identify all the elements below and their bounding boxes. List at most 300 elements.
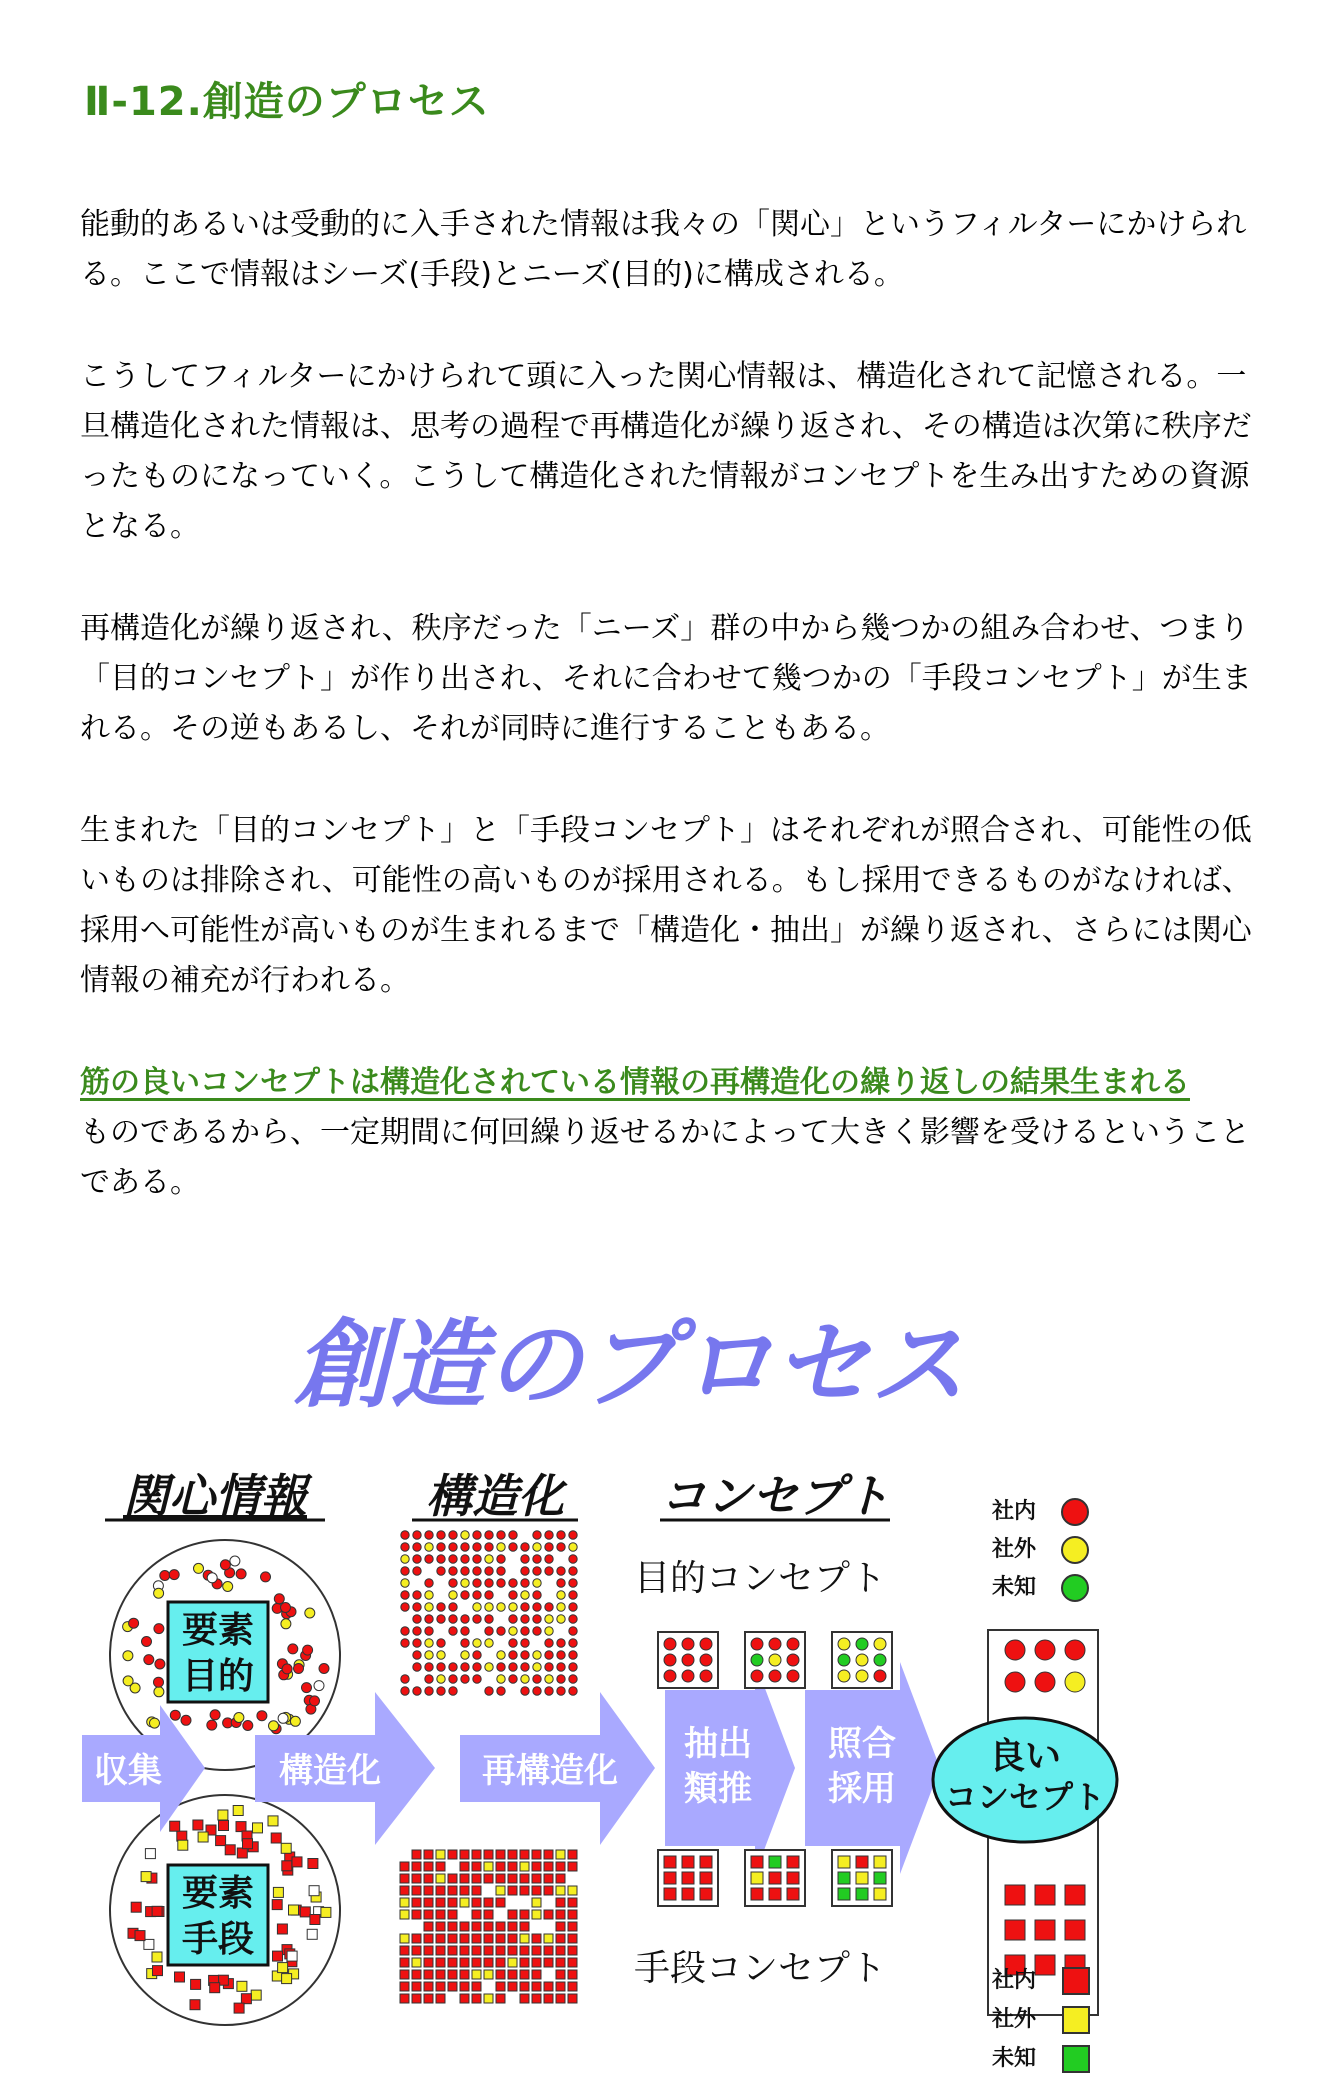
concept-dot — [751, 1638, 763, 1650]
interest-dot — [302, 1683, 312, 1693]
structure-square — [520, 1958, 529, 1967]
structure-dot — [425, 1579, 433, 1587]
structure-square — [436, 1898, 445, 1907]
structure-dot — [461, 1675, 469, 1683]
structure-dot — [425, 1663, 433, 1671]
interest-dot — [290, 1716, 300, 1726]
structure-dot — [437, 1531, 445, 1539]
structure-square — [424, 1970, 433, 1979]
good-concept-line1: 良い — [988, 1736, 1062, 1777]
concept-dot — [682, 1654, 694, 1666]
legend-bottom-green-square — [1063, 2046, 1089, 2072]
structure-dot — [557, 1687, 565, 1695]
interest-dot — [294, 1664, 304, 1674]
structure-dot — [461, 1615, 469, 1623]
structure-dot — [545, 1531, 553, 1539]
structure-square — [568, 1850, 577, 1859]
interest-square — [193, 1820, 203, 1830]
paragraph-2: こうしてフィルターにかけられて頭に入った関心情報は、構造化されて記憶される。一旦構造化された情報は、思考の過程で再構造化が繰り返され、その構造は次第に秩序だったものになっていく。こうして構造化された情報がコンセプトを生み出すための資源となる。 — [80, 359, 1252, 544]
structure-dot — [401, 1591, 409, 1599]
structure-dot — [401, 1687, 409, 1695]
structure-dot — [401, 1639, 409, 1647]
structure-dot — [473, 1663, 481, 1671]
structure-square — [496, 1934, 505, 1943]
interest-square — [241, 1994, 251, 2004]
structure-square — [532, 1994, 541, 2003]
concept-dot — [700, 1638, 712, 1650]
structure-square — [460, 1850, 469, 1859]
col-header-interest: 関心情報 — [123, 1469, 307, 1523]
result-dot — [1005, 1672, 1025, 1692]
structure-dot — [425, 1543, 433, 1551]
structure-square — [496, 1958, 505, 1967]
interest-dot — [207, 1720, 217, 1730]
structure-square — [568, 1958, 577, 1967]
legend-bottom-label-1: 社内 — [992, 1968, 1037, 1993]
structure-square — [424, 1910, 433, 1919]
interest-square — [271, 1833, 281, 1843]
structure-square — [484, 1862, 493, 1871]
structure-dot — [545, 1627, 553, 1635]
structure-dot — [545, 1651, 553, 1659]
structure-square — [532, 1850, 541, 1859]
structure-dot — [509, 1639, 517, 1647]
concept-dot — [874, 1654, 886, 1666]
structure-dot — [521, 1651, 529, 1659]
interest-square — [145, 1849, 155, 1859]
structure-square — [484, 1970, 493, 1979]
structure-square — [424, 1874, 433, 1883]
interest-square — [191, 1979, 201, 1989]
structure-square — [568, 1970, 577, 1979]
structure-square — [424, 1898, 433, 1907]
structure-dot — [413, 1687, 421, 1695]
interest-dot — [154, 1677, 164, 1687]
concept-square — [787, 1856, 799, 1868]
concept-square — [664, 1888, 676, 1900]
structure-square — [484, 1994, 493, 2003]
concept-dot — [664, 1654, 676, 1666]
concept-square — [838, 1872, 850, 1884]
concept-square — [664, 1872, 676, 1884]
structure-dot — [533, 1627, 541, 1635]
structure-dot — [569, 1591, 577, 1599]
concept-square — [769, 1856, 781, 1868]
structure-square — [448, 1922, 457, 1931]
structure-square — [424, 1922, 433, 1931]
structure-square — [424, 1850, 433, 1859]
concept-dot — [856, 1638, 868, 1650]
structure-square — [532, 1886, 541, 1895]
structure-dot — [533, 1663, 541, 1671]
concept-dot — [856, 1670, 868, 1682]
concept-dot — [751, 1670, 763, 1682]
structure-square — [484, 1922, 493, 1931]
structure-dot — [497, 1567, 505, 1575]
structure-dot — [437, 1663, 445, 1671]
structure-square — [496, 1994, 505, 2003]
structure-dot — [473, 1543, 481, 1551]
structure-dot — [521, 1555, 529, 1563]
result-square — [1005, 1885, 1025, 1905]
structure-dot — [569, 1555, 577, 1563]
structure-dot — [569, 1615, 577, 1623]
structure-dot — [485, 1567, 493, 1575]
structure-dot — [521, 1591, 529, 1599]
interest-dot — [288, 1644, 298, 1654]
structure-square — [412, 1898, 421, 1907]
concept-square — [787, 1872, 799, 1884]
structure-square — [412, 1910, 421, 1919]
concept-square — [682, 1888, 694, 1900]
structure-square — [412, 1958, 421, 1967]
interest-dot — [303, 1645, 313, 1655]
interest-dot — [130, 1683, 140, 1693]
interest-square — [282, 1861, 292, 1871]
structure-dot — [509, 1615, 517, 1623]
structure-square — [460, 1946, 469, 1955]
interest-square — [177, 1831, 187, 1841]
structure-square — [520, 1994, 529, 2003]
structure-dot — [449, 1591, 457, 1599]
structure-square — [556, 1862, 565, 1871]
concept-square — [874, 1888, 886, 1900]
structure-dot — [425, 1627, 433, 1635]
structure-square — [496, 1850, 505, 1859]
structure-dot — [485, 1579, 493, 1587]
structure-square — [460, 1970, 469, 1979]
structure-dot — [413, 1639, 421, 1647]
structure-dot — [557, 1543, 565, 1551]
structure-square — [412, 1850, 421, 1859]
structure-square — [520, 1850, 529, 1859]
element-means-line1: 要素 — [181, 1873, 255, 1914]
concept-square — [769, 1872, 781, 1884]
concept-dot — [856, 1654, 868, 1666]
structure-dot — [545, 1675, 553, 1683]
paragraph-3: 再構造化が繰り返され、秩序だった「ニーズ」群の中から幾つかの組み合わせ、つまり「目的コンセプト」が作り出され、それに合わせて幾つかの「手段コンセプト」が生まれる。その逆もあるし、それが同時に進行することもある。 — [80, 611, 1252, 746]
structure-dot — [425, 1687, 433, 1695]
structure-square — [544, 1862, 553, 1871]
structure-dot — [557, 1591, 565, 1599]
interest-square — [321, 1907, 331, 1917]
page-title: Ⅱ-12.創造のプロセス — [84, 79, 490, 125]
result-square — [1065, 1885, 1085, 1905]
structure-dot — [437, 1567, 445, 1575]
structure-square — [508, 1982, 517, 1991]
structure-square — [472, 1910, 481, 1919]
structure-square — [496, 1982, 505, 1991]
interest-square — [190, 2000, 200, 2010]
structure-square — [532, 1934, 541, 1943]
structure-dot — [509, 1603, 517, 1611]
structure-square — [472, 1946, 481, 1955]
structure-dot — [557, 1603, 565, 1611]
structure-square — [496, 1886, 505, 1895]
structure-square — [424, 1994, 433, 2003]
structure-square — [436, 1910, 445, 1919]
structure-square — [508, 1922, 517, 1931]
structure-dot — [413, 1663, 421, 1671]
interest-square — [234, 2003, 244, 2013]
structure-square — [424, 1958, 433, 1967]
structure-dot — [545, 1663, 553, 1671]
structure-square — [460, 1862, 469, 1871]
legend-top-label-3: 未知 — [992, 1575, 1037, 1600]
structure-dot — [569, 1603, 577, 1611]
structure-dot — [533, 1555, 541, 1563]
structure-dot — [425, 1531, 433, 1539]
structure-dot — [509, 1543, 517, 1551]
structure-dot — [473, 1591, 481, 1599]
structure-dot — [449, 1543, 457, 1551]
structure-dot — [401, 1543, 409, 1551]
structure-square — [532, 1862, 541, 1871]
concept-dot — [838, 1670, 850, 1682]
structure-dot — [449, 1531, 457, 1539]
interest-square — [237, 1848, 247, 1858]
structure-dot — [473, 1651, 481, 1659]
structure-dot — [509, 1531, 517, 1539]
structure-square — [436, 1886, 445, 1895]
arrow-match-label1: 照合 — [828, 1724, 896, 1764]
structure-square — [472, 1898, 481, 1907]
interest-dot — [220, 1560, 230, 1570]
structure-dot — [473, 1555, 481, 1563]
structure-dot — [569, 1639, 577, 1647]
interest-square — [310, 1915, 320, 1925]
legend-top-label-1: 社内 — [992, 1499, 1037, 1524]
interest-dot — [261, 1572, 271, 1582]
interest-dot — [282, 1664, 292, 1674]
structure-dot — [461, 1627, 469, 1635]
structure-square — [472, 1982, 481, 1991]
interest-dot — [210, 1710, 220, 1720]
interest-square — [273, 1887, 283, 1897]
result-square — [1035, 1920, 1055, 1940]
concept-square — [856, 1872, 868, 1884]
structure-dot — [521, 1615, 529, 1623]
structure-dot — [413, 1531, 421, 1539]
interest-square — [152, 1952, 162, 1962]
structure-square — [544, 1886, 553, 1895]
structure-dot — [569, 1627, 577, 1635]
structure-dot — [449, 1567, 457, 1575]
concept-dot — [664, 1638, 676, 1650]
structure-square — [412, 1994, 421, 2003]
interest-square — [273, 1951, 283, 1961]
concept-square — [874, 1856, 886, 1868]
structure-square — [520, 1922, 529, 1931]
structure-square — [412, 1946, 421, 1955]
structure-dot — [497, 1687, 505, 1695]
process-diagram — [0, 1290, 1339, 2085]
structure-dot — [473, 1567, 481, 1575]
structure-square — [424, 1946, 433, 1955]
element-purpose-line2: 目的 — [181, 1656, 255, 1697]
interest-dot — [207, 1573, 217, 1583]
legend-bottom-red-square — [1063, 1968, 1089, 1994]
structure-dot — [425, 1591, 433, 1599]
structure-dot — [557, 1531, 565, 1539]
structure-dot — [401, 1531, 409, 1539]
structure-dot — [545, 1543, 553, 1551]
concept-square — [700, 1888, 712, 1900]
structure-dot — [533, 1675, 541, 1683]
structure-dot — [521, 1579, 529, 1587]
structure-square — [508, 1934, 517, 1943]
concept-square — [838, 1856, 850, 1868]
result-square — [1005, 1920, 1025, 1940]
structure-square — [520, 1934, 529, 1943]
structure-square — [448, 1910, 457, 1919]
structure-dot — [497, 1543, 505, 1551]
interest-square — [218, 1810, 228, 1820]
structure-dot — [401, 1627, 409, 1635]
structure-square — [436, 1934, 445, 1943]
structure-dot — [401, 1675, 409, 1683]
interest-dot — [170, 1710, 180, 1720]
structure-square — [496, 1946, 505, 1955]
col-header-structure: 構造化 — [426, 1469, 564, 1523]
structure-square — [472, 1922, 481, 1931]
structure-grid-bottom — [400, 1850, 577, 2003]
result-square — [1065, 1920, 1085, 1940]
interest-square — [216, 1836, 226, 1846]
structure-dot — [449, 1555, 457, 1563]
legend-bottom-label-2: 社外 — [992, 2007, 1037, 2032]
result-square — [1035, 1955, 1055, 1975]
concept-dot — [787, 1670, 799, 1682]
result-dot — [1035, 1672, 1055, 1692]
structure-dot — [497, 1603, 505, 1611]
structure-square — [424, 1982, 433, 1991]
structure-dot — [413, 1591, 421, 1599]
element-means-line2: 手段 — [181, 1919, 255, 1960]
structure-dot — [461, 1531, 469, 1539]
structure-square — [448, 1934, 457, 1943]
structure-square — [568, 1994, 577, 2003]
concept-dot — [838, 1638, 850, 1650]
structure-dot — [449, 1663, 457, 1671]
interest-square — [237, 1981, 247, 1991]
structure-dot — [485, 1615, 493, 1623]
structure-square — [412, 1862, 421, 1871]
structure-square — [484, 1946, 493, 1955]
structure-square — [520, 1910, 529, 1919]
structure-dot — [569, 1675, 577, 1683]
structure-dot — [485, 1555, 493, 1563]
structure-square — [484, 1874, 493, 1883]
structure-dot — [569, 1531, 577, 1539]
structure-dot — [461, 1543, 469, 1551]
interest-dot — [281, 1603, 291, 1613]
structure-dot — [545, 1567, 553, 1575]
structure-dot — [521, 1687, 529, 1695]
concept-square — [700, 1856, 712, 1868]
structure-dot — [413, 1603, 421, 1611]
structure-dot — [521, 1663, 529, 1671]
structure-dot — [509, 1651, 517, 1659]
concept-dot — [874, 1670, 886, 1682]
structure-square — [556, 1922, 565, 1931]
structure-square — [496, 1898, 505, 1907]
structure-square — [436, 1970, 445, 1979]
structure-dot — [425, 1639, 433, 1647]
structure-square — [568, 1898, 577, 1907]
structure-dot — [545, 1615, 553, 1623]
structure-dot — [545, 1687, 553, 1695]
structure-square — [412, 1874, 421, 1883]
structure-square — [424, 1862, 433, 1871]
structure-square — [496, 1874, 505, 1883]
structure-square — [484, 1958, 493, 1967]
structure-dot — [449, 1615, 457, 1623]
col-header-concept: コンセプト — [660, 1469, 890, 1523]
good-concept-line2: コンセプト — [944, 1778, 1106, 1816]
structure-dot — [557, 1675, 565, 1683]
structure-square — [424, 1934, 433, 1943]
structure-square — [400, 1958, 409, 1967]
legend-top-green-circle — [1062, 1575, 1088, 1601]
structure-square — [508, 1850, 517, 1859]
structure-square — [472, 1970, 481, 1979]
structure-dot — [473, 1603, 481, 1611]
structure-dot — [461, 1651, 469, 1659]
interest-dot — [274, 1594, 284, 1604]
structure-square — [448, 1946, 457, 1955]
structure-dot — [569, 1567, 577, 1575]
structure-square — [436, 1862, 445, 1871]
interest-square — [277, 1924, 287, 1934]
structure-square — [544, 1910, 553, 1919]
interest-square — [292, 1857, 302, 1867]
structure-square — [544, 1958, 553, 1967]
legend-bottom-yellow-square — [1063, 2007, 1089, 2033]
structure-square — [448, 1874, 457, 1883]
arrow-match-label2: 採用 — [828, 1769, 896, 1809]
interest-dot — [160, 1571, 170, 1581]
interest-dot — [181, 1715, 191, 1725]
structure-dot — [401, 1567, 409, 1575]
structure-square — [472, 1874, 481, 1883]
structure-square — [520, 1862, 529, 1871]
interest-dot — [305, 1608, 315, 1618]
structure-dot — [557, 1651, 565, 1659]
structure-square — [400, 1946, 409, 1955]
structure-dot — [449, 1603, 457, 1611]
structure-square — [400, 1874, 409, 1883]
structure-square — [436, 1982, 445, 1991]
structure-dot — [545, 1639, 553, 1647]
structure-dot — [497, 1651, 505, 1659]
structure-square — [544, 1874, 553, 1883]
structure-square — [472, 1958, 481, 1967]
structure-dot — [497, 1663, 505, 1671]
interest-square — [243, 1839, 253, 1849]
structure-square — [520, 1874, 529, 1883]
structure-dot — [437, 1555, 445, 1563]
structure-square — [400, 1862, 409, 1871]
structure-square — [556, 1946, 565, 1955]
structure-grid-top — [401, 1531, 577, 1695]
concept-dot — [664, 1670, 676, 1682]
structure-dot — [485, 1591, 493, 1599]
interest-square — [300, 1907, 310, 1917]
structure-dot — [485, 1627, 493, 1635]
paragraph-4: 生まれた「目的コンセプト」と「手段コンセプト」はそれぞれが照合され、可能性の低いものは排除され、可能性の高いものが採用される。もし採用できるものがなければ、採用へ可能性が高いものが生まれるまで「構造化・抽出」が繰り返され、さらには関心情報の補充が行われる。 — [80, 813, 1252, 998]
structure-dot — [497, 1555, 505, 1563]
